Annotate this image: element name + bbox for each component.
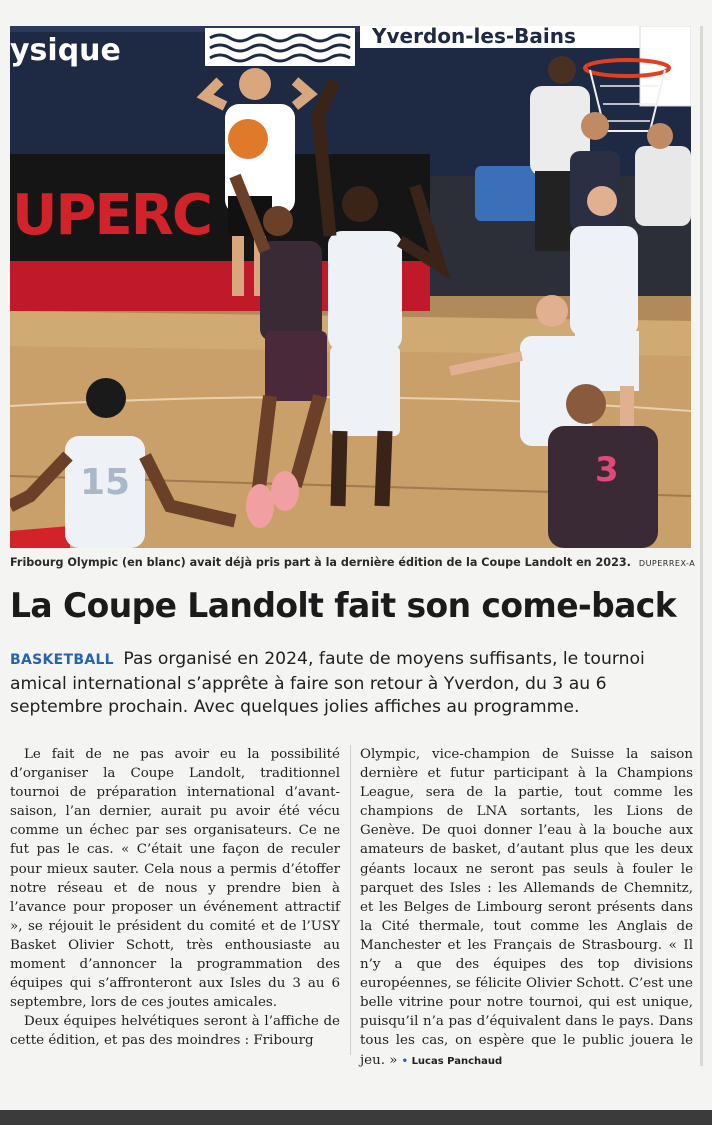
banner-text-left: ysique [10,33,121,68]
author-name: Lucas Panchaud [411,1055,503,1067]
body-paragraph-2 [360,745,693,1071]
body-paragraph-1: Le fait de ne pas avoir eu la possibilité d’organiser la Coupe Landolt, traditionnel tournoi de préparation international d’avant-saison, l’an dernier, aurait pu avoir été vécu comme un échec par ses organisateurs. Ce ne fut pas le cas. « C’était une façon de reculer pour mieux sauter. Cela nous a permis d’étoffer notre réseau et de nous y prendre bien à l’avance pour proposer un événement attractif », se réjouit le président du comité et de l’USY Basket Olivier Schott, très enthousiaste au moment d’annoncer la programmation des équipes qui s’affronteront aux Isles du 3 au 6 septembre, lors de ces joutes amicales. [10,747,340,1011]
byline-bullet-icon: • [401,1055,409,1067]
body-column-left [10,745,340,1051]
board-text: UPERC [12,183,211,248]
jersey-number-15: 15 [80,462,131,503]
article-photo [10,26,691,548]
body-paragraph-2-start: Deux équipes helvétiques seront à l’affiche de cette édition, et pas des moindres : Fribourg [10,1014,340,1049]
column-divider [350,745,351,1055]
caption-text: Fribourg Olympic (en blanc) avait déjà pris part à la dernière édition de la Coupe Landolt en 2023. [10,556,631,569]
bottom-bar [0,1110,712,1125]
author-byline [402,1056,503,1067]
photo-caption [10,556,700,569]
headline: La Coupe Landolt fait son come-back [10,586,677,626]
lead-paragraph [10,648,700,720]
basketball-game-photo [10,26,691,548]
page-edge [700,26,703,1066]
jersey-number-3: 3 [595,450,619,490]
lead-text: Pas organisé en 2024, faute de moyens suffisants, le tournoi amical international s’apprête à faire son retour à Yverdon, du 3 au 6 septembre prochain. Avec quelques jolies affiches au programme. [10,649,645,717]
banner-text-right: Yverdon-les-Bains [372,26,576,48]
photo-credit: DUPERREX-A [638,559,696,568]
article-body [10,745,693,1068]
body-column-right [360,745,693,1071]
section-kicker: BASKETBALL [10,652,114,668]
body-paragraph-2-text: Olympic, vice-champion de Suisse la saison dernière et futur participant à la Champions League, sera de la partie, tout comme les champions de LNA sortants, les Lions de Genève. De quoi donner l’eau à la bouche aux amateurs de basket, d’autant plus que les deux géants locaux ne seront pas seuls à fouler le parquet des Isles : les Allemands de Chemnitz, et les Belges de Limbourg seront présents dans la Cité thermale, tout comme les Anglais de Manchester et les Français de Strasbourg. « Il n’y a que des équipes des top divisions européennes, se félicite Olivier Schott. C’est une belle vitrine pour notre tournoi, qui est unique, puisqu’il n’a pas d’équivalent dans le pays. Dans tous les cas, on espère que le public jouera le jeu. » [360,747,693,1068]
